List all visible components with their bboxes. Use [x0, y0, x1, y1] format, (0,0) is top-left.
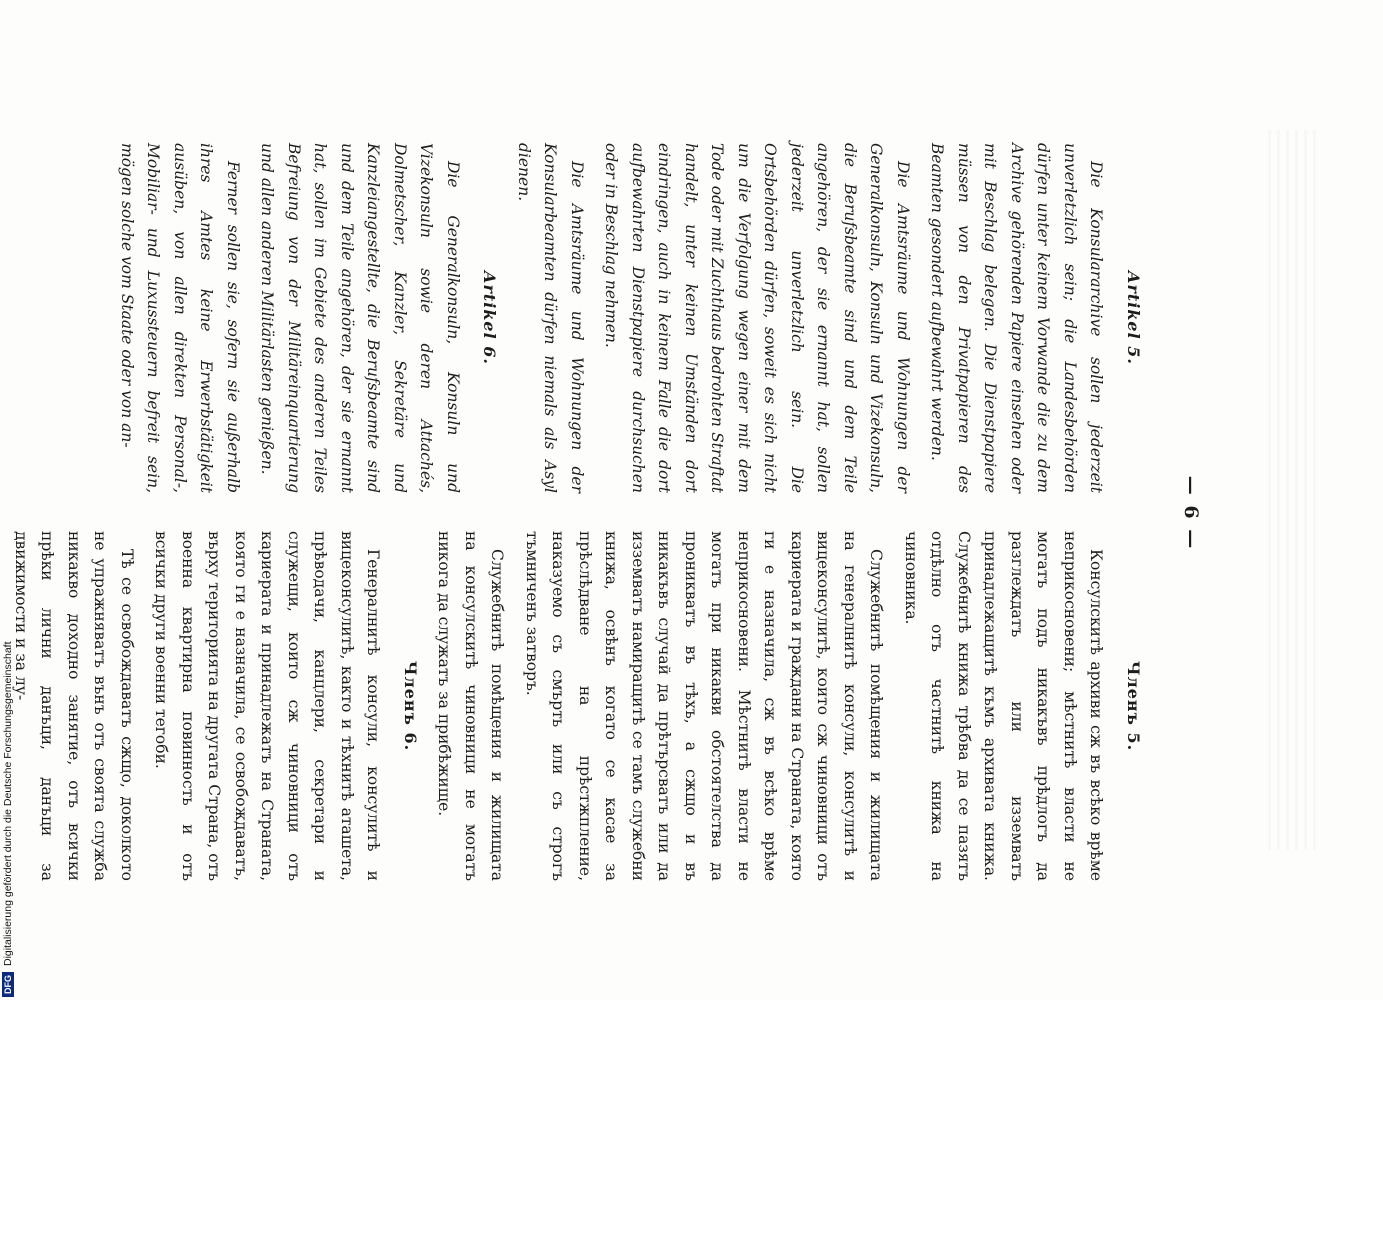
de-art6-paragraph-1: Die Generalkonsuln, Konsuln und Vizekonsuln sowie deren Attachés, Dolmetscher, Kanzler, Sekretäre und Kanzleiangestellte, die Berufsbeamte sind und dem Teile angehören, der sie ernannt hat, sollen im Gebiete des anderen Teiles Befreiung von der Militäreinquartierung und allen anderen Militärlasten genießen. [258, 143, 462, 493]
page-sheet [12, 143, 1210, 883]
dfg-logo: DFG [2, 972, 14, 997]
de-article-5-heading: Artikel 5. [1124, 271, 1143, 365]
bg-art6-paragraph-2: Тѣ се освобождаватъ сжщо, доколкото не упражняватъ вънъ отъ своята служба никакво доходно занятие, отъ всички прѣки лични данъци, данъци за движимости и за лу- [12, 531, 136, 881]
de-article-6-heading: Artikel 6. [480, 271, 500, 365]
bg-article-5-heading: Членъ 5. [1124, 660, 1143, 752]
bulgarian-column [0, 531, 1150, 881]
rotated-book-page [12, 143, 1210, 1243]
digitization-credit [2, 641, 14, 997]
de-art5-paragraph-1: Die Konsulararchive sollen jederzeit unverletzlich sein; die Landesbehörden dürfen unter keinem Vorwande die zu dem Archive gehörenden Papiere einsehen oder mit Beschlag belegen. Die Dienstpapiere müssen von den Privatpapieren des Beamten gesondert aufbewahrt werden. [928, 143, 1106, 493]
bg-article-6-heading: Членъ 6. [401, 660, 420, 752]
bleed-through-strip [1268, 130, 1318, 850]
de-art5-paragraph-2: Die Amtsräume und Wohnungen der Generalkonsuln, Konsuln und Vizekonsuln, die Berufsbeamte sind und dem Teile angehören, der sie ernannt hat, sollen jederzeit unverletzlich sein. Die Ortsbehörden dürfen, soweit es sich nicht um die Verfolgung wegen einer mit dem Tode oder mit Zuchthaus bedrohten Straftat handelt, unter keinen Umständen dort eindringen, auch in keinem Falle die dort aufbewahrten Dienstpapiere durchsuchen oder in Beschlag nehmen. [602, 143, 912, 493]
credit-text: Digitalisierung gefördert durch die Deutsche Forschungsgemeinschaft [2, 641, 14, 966]
de-art5-paragraph-3: Die Amtsräume und Wohnungen der Konsularbeamten dürfen niemals als Asyl dienen. [515, 143, 586, 493]
german-column [106, 143, 1151, 493]
bg-art5-paragraph-1: Консулскитѣ архиви сж въ всѣко врѣме неприкосновени; мѣстнитѣ власти не могатъ подъ никакъвъ прѣдлогъ да разглеждатъ или изземватъ принадлежащитѣ къмъ архивата книжа. Служебнитѣ книжа трѣбва да се пазятъ отдѣлно отъ частнитѣ книжа на чиновника. [902, 531, 1106, 881]
bg-art5-paragraph-2: Служебнитѣ помѣщения и жилищата на генералнитѣ консули, консулитѣ и вицеконсулитѣ, които сж чиновници отъ кариерата и граждани на Страната, която ги е назначила, сж въ всѣко врѣме неприкосновени. Мѣстнитѣ власти не могатъ при никакви обстоятелства да проникватъ въ тѣхъ, а сжщо и въ никакъвъ случай да прѣтърсватъ или да изземватъ намиращитѣ се тамъ служебни книжа, освѣнъ когато се касае за прѣслѣдване на прѣстжпление, наказуемо съ смърть или съ строгъ тъмниченъ затворъ. [523, 531, 886, 881]
de-art6-paragraph-2: Ferner sollen sie, sofern sie außerhalb ihres Amtes keine Erwerbstätigkeit ausüben, von allen direkten Personal-, Mobiliar- und Luxussteuern befreit sein, mögen solche vom Staate oder von an- [118, 143, 242, 493]
page-number: — 6 — [1180, 475, 1202, 551]
bg-art5-paragraph-3: Служебнитѣ помѣщения и жилищата на консулскитѣ чиновници не могатъ никога да служатъ за прибѣжище. [435, 531, 507, 881]
bg-art6-paragraph-1: Генералнитѣ консули, консулитѣ и вицеконсулитѣ, както и тѣхнитѣ аташета, прѣводачи, канцлери, секретари и служещи, които сж чиновници отъ кариерата и принадлежатъ на Страната, която ги е назначила, се освобождаватъ, върху територията на другата Страна, отъ военна квартирна повинность и отъ всички други военни тегоби. [152, 531, 383, 881]
